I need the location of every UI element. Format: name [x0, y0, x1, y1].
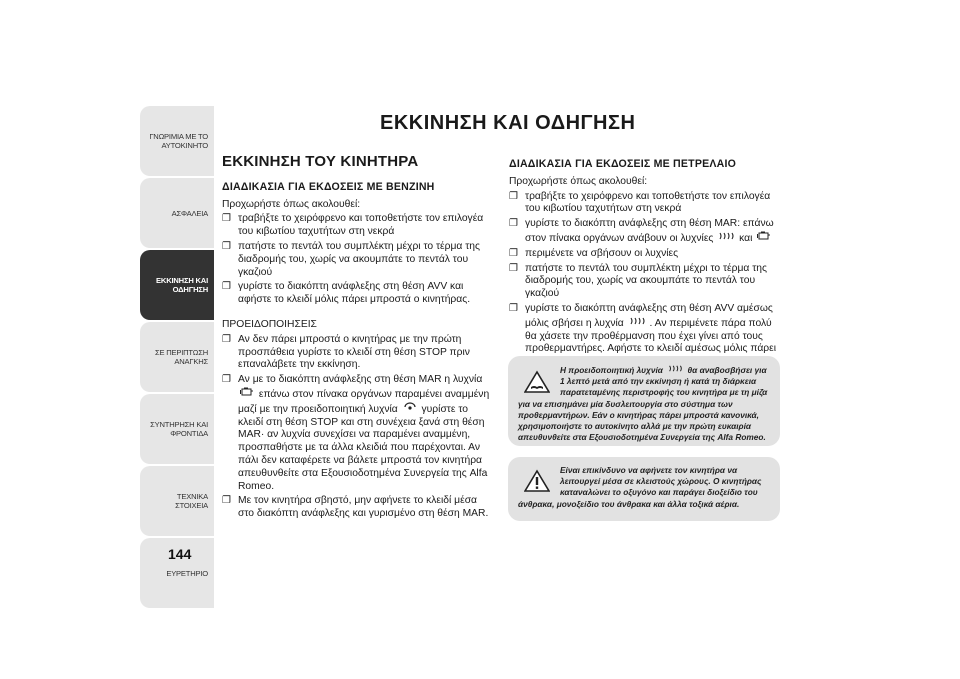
checkbox-bullet-icon: ❐: [509, 190, 518, 202]
tab-label: ΕΥΡΕΤΗΡΙΟ: [166, 568, 208, 578]
engine-fault-icon: [240, 387, 254, 397]
tab-safety[interactable]: [140, 178, 214, 248]
tab-technical-data[interactable]: [140, 466, 214, 536]
glow-plug-icon: [718, 231, 734, 241]
checkbox-bullet-icon: ❐: [222, 240, 231, 252]
tab-maintenance[interactable]: [140, 394, 214, 464]
checkbox-bullet-icon: ❐: [222, 281, 231, 293]
exhaust-danger-box: [508, 457, 780, 521]
engine-fault-icon: [757, 231, 771, 241]
list-item: ❐ Με τον κινητήρα σβηστό, μην αφήνετε το κλειδί μέσα στο διακόπτη ανάφλεξης και γυρισμένο στη θέση MAR.: [222, 495, 489, 520]
list-item: ❐ τραβήξτε το χειρόφρενο και τοποθετήστε τον επιλογέα του κιβωτίου ταχυτήτων στη νεκρά: [509, 190, 771, 215]
intro-text: Προχωρήστε όπως ακολουθεί:: [222, 198, 361, 210]
warning-triangle-icon: [524, 469, 550, 493]
tab-label: ΟΔΗΓΗΣΗ: [172, 285, 208, 294]
list-item: ❐ γυρίστε το διακόπτη ανάφλεξης στη θέση AVV και αφήστε το κλειδί μόλις πάρει μπροστά ο κινητήρας.: [222, 281, 471, 306]
checkbox-bullet-icon: ❐: [222, 374, 231, 386]
checkbox-bullet-icon: ❐: [222, 333, 231, 345]
warnings-list: [222, 334, 494, 521]
list-item: ❐ Αν δεν πάρει μπροστά ο κινητήρας με την πρώτη προσπάθεια γυρίστε το κλειδί στη θέση STOP πριν επαναλάβετε την εκκίνηση.: [222, 333, 470, 371]
right-column: [509, 156, 781, 371]
intro-text: Προχωρήστε όπως ακολουθεί:: [509, 175, 648, 187]
subsection-title: ΔΙΑΔΙΚΑΣΙΑ ΓΙΑ ΕΚΔΟΣΕΙΣ ΜΕ ΒΕΝΖΙΝΗ: [222, 180, 435, 193]
tab-label: ΣΕ ΠΕΡΙΠΤΩΣΗ: [154, 348, 208, 357]
tab-emergency[interactable]: [140, 322, 214, 392]
list-item: ❐ πατήστε το πεντάλ του συμπλέκτη μέχρι το τέρμα της διαδρομής του, χωρίς να ακουμπάτε το πεντάλ του γκαζιού: [509, 262, 767, 300]
list-item: ❐ Αν με το διακόπτη ανάφλεξης στη θέση MAR η λυχνία επάνω στον πίνακα οργάνων παραμένει αναμμένη μαζί με την προειδοποιητική λυχνία γυρίστε το κλειδί στη θέση STOP και στη συνέχεια ξανά στη θέση MAR· αν λυχνία συνεχίσει να παραμένει αναμμένη, προσπαθήστε με τα άλλα κλειδιά που παρέχονται. Αν πάλι δεν καταφέρετε να βάλετε μπροστά τον κινητήρα απευθυνθείτε στα Εξουσιοδοτημένα Συνεργεία της Alfa Romeo.: [222, 374, 490, 492]
checkbox-bullet-icon: ❐: [509, 262, 518, 274]
list-item: ❐ περιμένετε να σβήσουν οι λυχνίες: [509, 247, 679, 259]
tab-label: ΓΝΩΡΙΜΙΑ ΜΕ ΤΟ: [149, 132, 208, 141]
book-warning-icon: [524, 370, 550, 394]
page-number: 144: [168, 546, 192, 562]
glow-plug-icon: [629, 316, 645, 326]
checkbox-bullet-icon: ❐: [509, 302, 518, 314]
list-item: ❐ γυρίστε το διακόπτη ανάφλεξης στη θέση MAR: επάνω στον πίνακα οργάνων ανάβουν οι λυχνίες και: [509, 218, 774, 244]
checkbox-bullet-icon: ❐: [509, 218, 518, 230]
tab-label: ΕΚΚΙΝΗΣΗ ΚΑΙ: [156, 276, 208, 285]
checkbox-bullet-icon: ❐: [222, 495, 231, 507]
tab-label: ΣΥΝΤΗΡΗΣΗ ΚΑΙ: [150, 420, 208, 429]
tab-label: ΑΥΤΟΚΙΝΗΤΟ: [161, 141, 208, 150]
list-item: ❐ γυρίστε το διακόπτη ανάφλεξης στη θέση AVV αμέσως μόλις σβήσει η λυχνία . Αν περιμένετε πάρα πολύ θα χάσετε την προθέρμανση που έχει γίνει από τους προθερμαντήρες. Αφήστε το κλειδί αμέσως μόλις πάρει: [509, 302, 777, 355]
tab-label: ΦΡΟΝΤΙΔΑ: [170, 429, 208, 438]
left-column: [222, 153, 494, 523]
page-title: ΕΚΚΙΝΗΣΗ ΚΑΙ ΟΔΗΓΗΣΗ: [380, 112, 636, 134]
warnings-title: ΠΡΟΕΙΔΟΠΟΙΗΣΕΙΣ: [222, 318, 317, 330]
glow-plug-icon: [667, 364, 683, 373]
tab-starting-driving[interactable]: [140, 250, 214, 320]
tab-label: ΑΣΦΑΛΕΙΑ: [171, 208, 208, 218]
key-immobilizer-icon: [403, 402, 417, 412]
subsection-title-diesel: ΔΙΑΔΙΚΑΣΙΑ ΓΙΑ ΕΚΔΟΣΕΙΣ ΜΕ ΠΕΤΡΕΛΑΙΟ: [509, 158, 737, 170]
tab-label: ΑΝΑΓΚΗΣ: [174, 357, 208, 366]
list-item: ❐ πατήστε το πεντάλ του συμπλέκτη μέχρι το τέρμα της διαδρομής του, χωρίς να ακουμπάτε το πεντάλ του γκαζιού: [222, 240, 480, 278]
tab-getting-to-know[interactable]: [140, 106, 214, 176]
procedure-list: [222, 213, 494, 307]
glow-plug-warning-box: [508, 356, 780, 446]
list-item: ❐ τραβήξτε το χειρόφρενο και τοποθετήστε τον επιλογέα του κιβωτίου ταχυτήτων στη νεκρά: [222, 213, 484, 238]
danger-text: Είναι επικίνδυνο να αφήνετε τον κινητήρα να λειτουργεί μέσα σε κλειστούς χώρους. Ο κινητήρας καταναλώνει το οξυγόνο και παράγει διοξείδιο του άνθρακα, μονοξείδιο του άνθρακα και άλλα τοξικά αέρια.: [518, 465, 762, 509]
diesel-procedure-list: [509, 191, 781, 369]
checkbox-bullet-icon: ❐: [509, 247, 518, 259]
checkbox-bullet-icon: ❐: [222, 213, 231, 225]
warning-text: Η προειδοποιητική λυχνία θα αναβοσβήσει για 1 λεπτό μετά από την εκκίνηση ή κατά τη διάρκεια παρατεταμένης περιστροφής του κινητήρα με τη μίζα για να επισημάνει μία δυσλειτουργία στο σύστημα των προθερμαντήρων. Εάν ο κινητήρας πάρει μπροστά κανονικά, χρησιμοποιήστε το αυτοκίνητο αλλά με την πρώτη ευκαιρία απευθυνθείτε στα Εξουσιοδοτημένα Συνεργεία της Alfa Romeo.: [518, 365, 768, 443]
section-title: ΕΚΚΙΝΗΣΗ ΤΟΥ ΚΙΝΗΤΗΡΑ: [222, 153, 419, 170]
tab-label: ΤΕΧΝΙΚΑ ΣΤΟΙΧΕΙΑ: [175, 492, 208, 510]
